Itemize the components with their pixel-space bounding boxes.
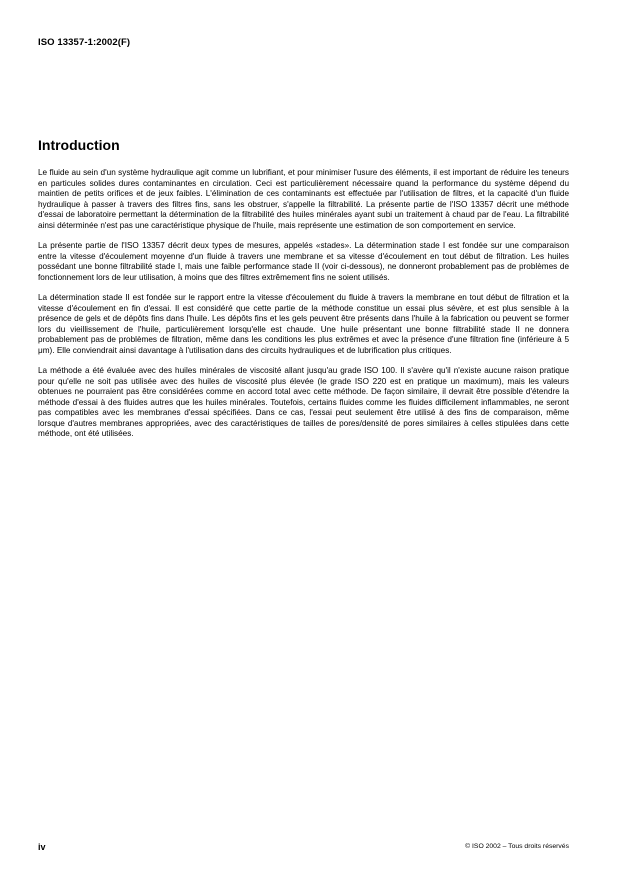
paragraph-3: La détermination stade II est fondée sur le rapport entre la vitesse d'écoulement du fluide à travers la membrane en tout début de filtration et la vitesse d'écoulement en fin d'essai. Il est considéré que cette partie de la méthode constitue un essai plus sévère, et est plus sensible à la présence de gels et de dépôts fins dans l'huile. Les dépôts fins et les gels peuvent être présents dans l'huile à la fabrication ou peuvent se former lors du vieillissement de l'huile, particulièrement lorsqu'elle est chaude. Une huile présentant une bonne filtrabilité stade II ne donnera probablement pas de problèmes de filtration, même dans les conditions les plus extrêmes et avec la présence d'une filtration fine (inférieure à 5 μm). Elle conviendrait ainsi davantage à l'utilisation dans des circuits hydrauliques et de lubrification plus critiques. (38, 293, 569, 355)
section-title: Introduction (38, 137, 120, 153)
paragraph-2: La présente partie de l'ISO 13357 décrit deux types de mesures, appelés «stades». La détermination stade I est fondée sur une comparaison entre la vitesse d'écoulement moyenne d'un fluide à travers une membrane et sa vitesse d'écoulement en tout début de filtration. Les huiles possédant une bonne filtrabilité stade I, mais une faible performance stade II (voir ci-dessous), ne donneront probablement pas de problèmes de fonctionnement lors de leur utilisation, à moins que des filtres extrêmement fins ne soient utilisés. (38, 241, 569, 282)
paragraph-4: La méthode a été évaluée avec des huiles minérales de viscosité allant jusqu'au grade ISO 100. Il s'avère qu'il n'existe aucune raison pratique pour qu'elle ne soit pas utilisée avec des huiles de viscosité plus élevée (le grade ISO 220 est en pratique un maximum), mais les valeurs obtenues ne pourraient pas être considérées comme en accord total avec cette méthode. De façon similaire, il devrait être possible d'étendre la méthode d'essai à des fluides autres que les huiles minérales. Toutefois, certains fluides comme les fluides difficilement inflammables, ne seront pas compatibles avec les membranes d'essai spécifiées. Dans ce cas, l'essai peut seulement être utilisé à des fins de comparaison, même lorsque d'autres membranes appropriées, avec des caractéristiques de tailles de pores/densité de pores similaires à celles stipulées dans cette méthode, ont été utilisées. (38, 366, 569, 438)
paragraph-1: Le fluide au sein d'un système hydraulique agit comme un lubrifiant, et pour minimiser l'usure des éléments, il est important de réduire les teneurs en particules solides dures contaminantes en circulation. Ceci est particulièrement nécessaire quand la performance du système dépend du maintien de petits orifices et de jeux faibles. L'élimination de ces contaminants est effectuée par l'utilisation de filtres, et la capacité d'un fluide hydraulique à passer à travers des filtres fins, sans les obstruer, s'appelle la filtrabilité. La présente partie de l'ISO 13357 décrit une méthode d'essai de laboratoire permettant la détermination de la filtrabilité des huiles minérales ayant subi un traitement à chaud par de l'eau. La filtrabilité ainsi déterminée n'est pas une caractéristique physique de l'huile, mais représente une estimation de son comportement en service. (38, 168, 569, 230)
introduction-body (38, 168, 569, 450)
document-header-id: ISO 13357-1:2002(F) (38, 37, 131, 48)
page-number: iv (38, 842, 46, 852)
copyright-notice: © ISO 2002 – Tous droits réservés (465, 843, 569, 850)
